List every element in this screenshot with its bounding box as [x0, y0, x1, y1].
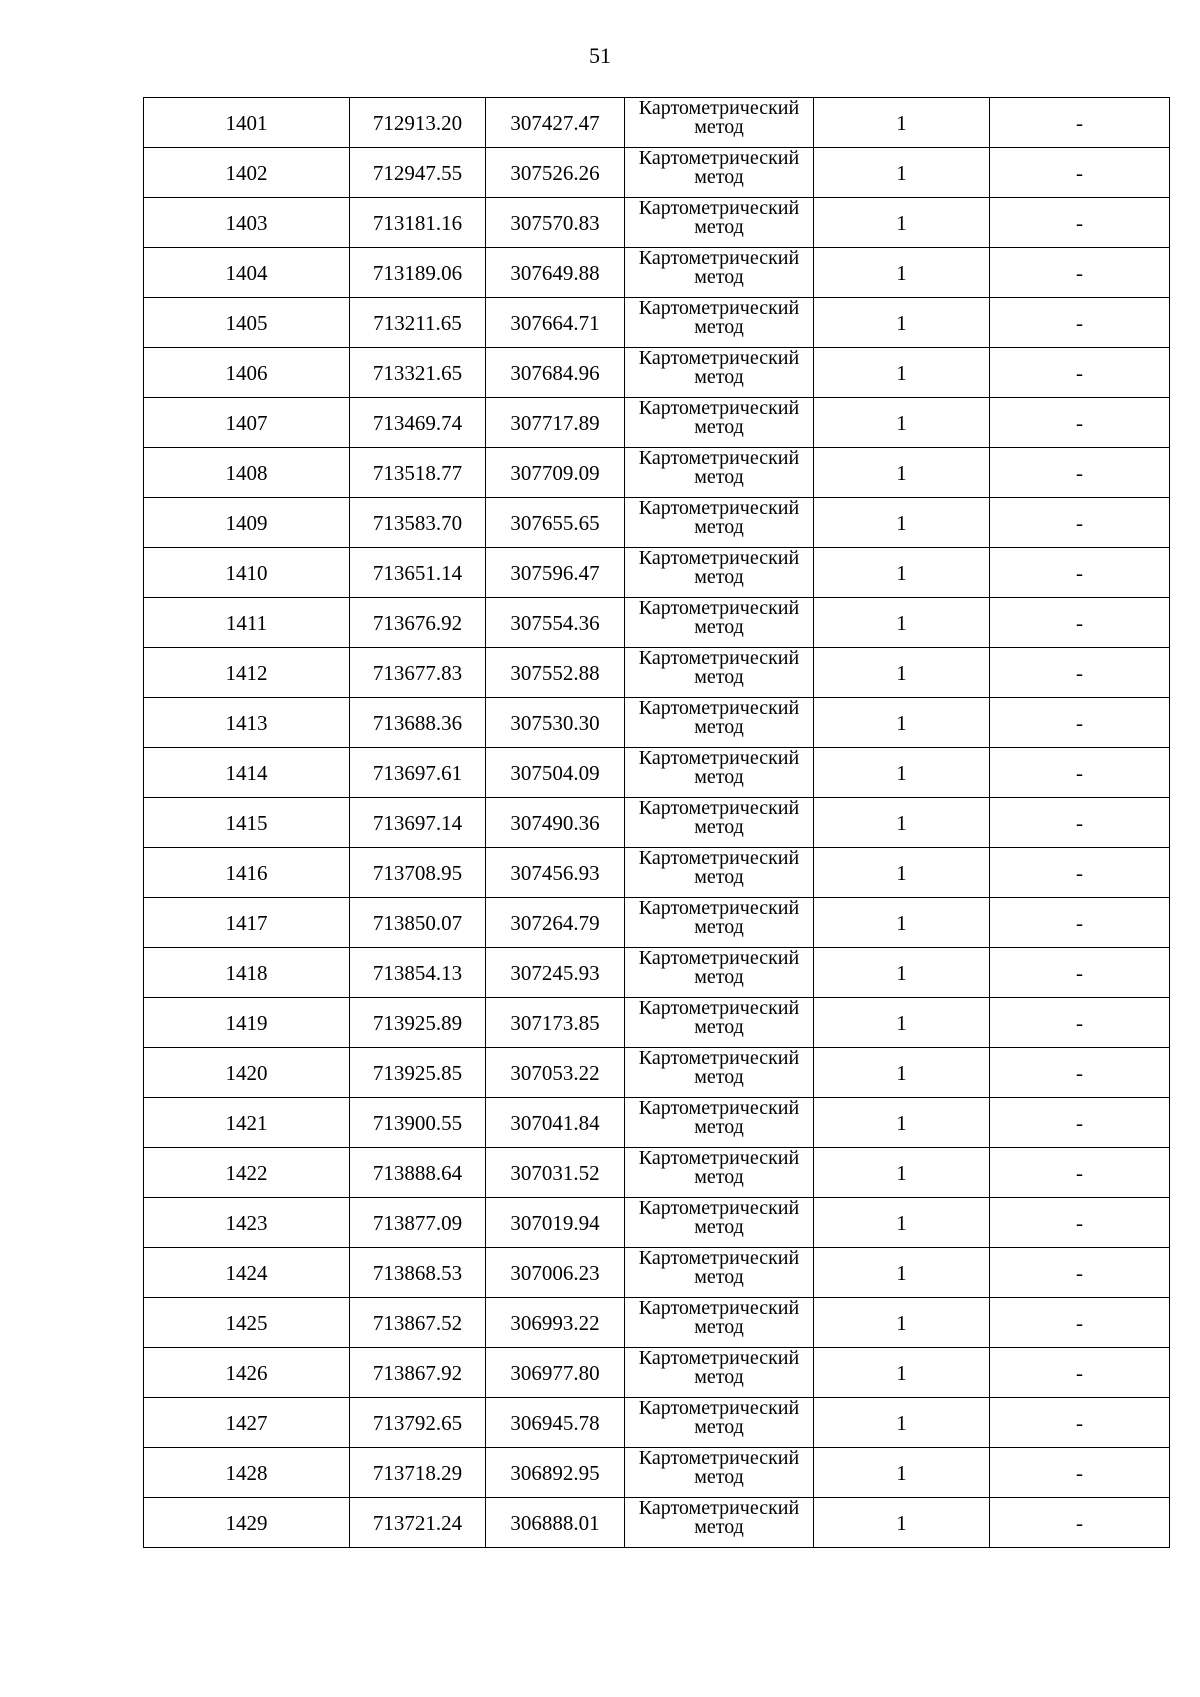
- table-row: [144, 648, 1170, 698]
- method-cell: [625, 1448, 814, 1498]
- point-number-cell: 1422: [144, 1148, 350, 1198]
- method-cell: [625, 298, 814, 348]
- point-number-cell: 1406: [144, 348, 350, 398]
- x-coordinate-cell: 713877.09: [350, 1198, 486, 1248]
- note-cell: -: [990, 1148, 1170, 1198]
- method-line: Картометрический: [638, 547, 800, 569]
- method-line: метод: [694, 966, 744, 988]
- point-number-cell: 1405: [144, 298, 350, 348]
- table-row: [144, 498, 1170, 548]
- table-row: [144, 148, 1170, 198]
- accuracy-cell: 1: [814, 98, 990, 148]
- accuracy-cell: 1: [814, 1098, 990, 1148]
- point-number-cell: 1417: [144, 898, 350, 948]
- method-line: Картометрический: [638, 247, 800, 269]
- method-line: Картометрический: [638, 97, 800, 119]
- method-cell: [625, 698, 814, 748]
- y-coordinate-cell: 307717.89: [486, 398, 625, 448]
- note-cell: -: [990, 1498, 1170, 1548]
- point-number-cell: 1416: [144, 848, 350, 898]
- note-cell: -: [990, 898, 1170, 948]
- point-number-cell: 1423: [144, 1198, 350, 1248]
- method-line: метод: [694, 1066, 744, 1088]
- method-cell: [625, 1298, 814, 1348]
- method-line: Картометрический: [638, 947, 800, 969]
- table-row: [144, 798, 1170, 848]
- accuracy-cell: 1: [814, 1498, 990, 1548]
- point-number-cell: 1402: [144, 148, 350, 198]
- accuracy-cell: 1: [814, 1348, 990, 1398]
- x-coordinate-cell: 713868.53: [350, 1248, 486, 1298]
- method-line: Картометрический: [638, 1497, 800, 1519]
- note-cell: -: [990, 1248, 1170, 1298]
- method-line: Картометрический: [638, 897, 800, 919]
- method-line: Картометрический: [638, 797, 800, 819]
- method-line: метод: [694, 1366, 744, 1388]
- method-line: Картометрический: [638, 447, 800, 469]
- point-number-cell: 1424: [144, 1248, 350, 1298]
- method-line: Картометрический: [638, 1047, 800, 1069]
- accuracy-cell: 1: [814, 648, 990, 698]
- method-line: метод: [694, 716, 744, 738]
- method-line: Картометрический: [638, 747, 800, 769]
- method-line: метод: [694, 1016, 744, 1038]
- method-cell: [625, 198, 814, 248]
- note-cell: -: [990, 1298, 1170, 1348]
- note-cell: -: [990, 1398, 1170, 1448]
- method-cell: [625, 1398, 814, 1448]
- method-line: метод: [694, 1466, 744, 1488]
- x-coordinate-cell: 713189.06: [350, 248, 486, 298]
- method-cell: [625, 998, 814, 1048]
- table-row: [144, 1348, 1170, 1398]
- table-row: [144, 848, 1170, 898]
- x-coordinate-cell: 713925.85: [350, 1048, 486, 1098]
- method-line: Картометрический: [638, 1397, 800, 1419]
- point-number-cell: 1420: [144, 1048, 350, 1098]
- method-line: Картометрический: [638, 1197, 800, 1219]
- method-cell: [625, 1148, 814, 1198]
- table-row: [144, 898, 1170, 948]
- method-cell: [625, 798, 814, 848]
- accuracy-cell: 1: [814, 698, 990, 748]
- y-coordinate-cell: 307504.09: [486, 748, 625, 798]
- table-row: [144, 1248, 1170, 1298]
- x-coordinate-cell: 713321.65: [350, 348, 486, 398]
- x-coordinate-cell: 713718.29: [350, 1448, 486, 1498]
- method-line: метод: [694, 366, 744, 388]
- method-line: метод: [694, 516, 744, 538]
- method-line: метод: [694, 466, 744, 488]
- method-line: метод: [694, 916, 744, 938]
- table-row: [144, 198, 1170, 248]
- x-coordinate-cell: 713697.14: [350, 798, 486, 848]
- method-line: метод: [694, 216, 744, 238]
- method-line: Картометрический: [638, 1147, 800, 1169]
- method-line: Картометрический: [638, 847, 800, 869]
- accuracy-cell: 1: [814, 1398, 990, 1448]
- table-row: [144, 948, 1170, 998]
- accuracy-cell: 1: [814, 598, 990, 648]
- table-row: [144, 698, 1170, 748]
- accuracy-cell: 1: [814, 298, 990, 348]
- table-row: [144, 298, 1170, 348]
- accuracy-cell: 1: [814, 998, 990, 1048]
- note-cell: -: [990, 748, 1170, 798]
- note-cell: -: [990, 648, 1170, 698]
- method-line: Картометрический: [638, 197, 800, 219]
- table-row: [144, 248, 1170, 298]
- accuracy-cell: 1: [814, 1198, 990, 1248]
- y-coordinate-cell: 306892.95: [486, 1448, 625, 1498]
- method-cell: [625, 898, 814, 948]
- table-row: [144, 1498, 1170, 1548]
- method-cell: [625, 1098, 814, 1148]
- y-coordinate-cell: 307264.79: [486, 898, 625, 948]
- point-number-cell: 1404: [144, 248, 350, 298]
- method-line: Картометрический: [638, 397, 800, 419]
- table-row: [144, 1148, 1170, 1198]
- method-line: метод: [694, 816, 744, 838]
- y-coordinate-cell: 307649.88: [486, 248, 625, 298]
- y-coordinate-cell: 307655.65: [486, 498, 625, 548]
- y-coordinate-cell: 306977.80: [486, 1348, 625, 1398]
- note-cell: -: [990, 448, 1170, 498]
- note-cell: -: [990, 348, 1170, 398]
- note-cell: -: [990, 798, 1170, 848]
- accuracy-cell: 1: [814, 1048, 990, 1098]
- table-row: [144, 348, 1170, 398]
- method-line: метод: [694, 1166, 744, 1188]
- accuracy-cell: 1: [814, 948, 990, 998]
- note-cell: -: [990, 198, 1170, 248]
- point-number-cell: 1411: [144, 598, 350, 648]
- point-number-cell: 1429: [144, 1498, 350, 1548]
- y-coordinate-cell: 306945.78: [486, 1398, 625, 1448]
- method-line: метод: [694, 416, 744, 438]
- page-number: 51: [589, 43, 611, 68]
- table-row: [144, 398, 1170, 448]
- method-cell: [625, 1198, 814, 1248]
- x-coordinate-cell: 713708.95: [350, 848, 486, 898]
- note-cell: -: [990, 248, 1170, 298]
- note-cell: -: [990, 98, 1170, 148]
- y-coordinate-cell: 307684.96: [486, 348, 625, 398]
- method-line: метод: [694, 1116, 744, 1138]
- note-cell: -: [990, 698, 1170, 748]
- y-coordinate-cell: 307530.30: [486, 698, 625, 748]
- y-coordinate-cell: 307456.93: [486, 848, 625, 898]
- y-coordinate-cell: 306888.01: [486, 1498, 625, 1548]
- method-line: Картометрический: [638, 647, 800, 669]
- accuracy-cell: 1: [814, 498, 990, 548]
- y-coordinate-cell: 307552.88: [486, 648, 625, 698]
- note-cell: -: [990, 148, 1170, 198]
- point-number-cell: 1408: [144, 448, 350, 498]
- accuracy-cell: 1: [814, 148, 990, 198]
- method-line: метод: [694, 166, 744, 188]
- method-cell: [625, 98, 814, 148]
- x-coordinate-cell: 713677.83: [350, 648, 486, 698]
- x-coordinate-cell: 713867.52: [350, 1298, 486, 1348]
- x-coordinate-cell: 713211.65: [350, 298, 486, 348]
- note-cell: -: [990, 548, 1170, 598]
- method-cell: [625, 1248, 814, 1298]
- accuracy-cell: 1: [814, 1248, 990, 1298]
- x-coordinate-cell: 713854.13: [350, 948, 486, 998]
- method-line: метод: [694, 1216, 744, 1238]
- y-coordinate-cell: 307427.47: [486, 98, 625, 148]
- method-line: метод: [694, 316, 744, 338]
- method-line: Картометрический: [638, 1447, 800, 1469]
- point-number-cell: 1407: [144, 398, 350, 448]
- x-coordinate-cell: 713469.74: [350, 398, 486, 448]
- method-line: метод: [694, 1316, 744, 1338]
- table-row: [144, 548, 1170, 598]
- method-line: Картометрический: [638, 997, 800, 1019]
- point-number-cell: 1413: [144, 698, 350, 748]
- table-row: [144, 748, 1170, 798]
- accuracy-cell: 1: [814, 898, 990, 948]
- x-coordinate-cell: 713888.64: [350, 1148, 486, 1198]
- point-number-cell: 1409: [144, 498, 350, 548]
- method-cell: [625, 548, 814, 598]
- note-cell: -: [990, 948, 1170, 998]
- method-line: Картометрический: [638, 597, 800, 619]
- accuracy-cell: 1: [814, 848, 990, 898]
- x-coordinate-cell: 713867.92: [350, 1348, 486, 1398]
- accuracy-cell: 1: [814, 1148, 990, 1198]
- accuracy-cell: 1: [814, 398, 990, 448]
- method-cell: [625, 248, 814, 298]
- method-cell: [625, 398, 814, 448]
- x-coordinate-cell: 713651.14: [350, 548, 486, 598]
- note-cell: -: [990, 1048, 1170, 1098]
- y-coordinate-cell: 307490.36: [486, 798, 625, 848]
- method-line: Картометрический: [638, 1247, 800, 1269]
- method-cell: [625, 848, 814, 898]
- method-cell: [625, 948, 814, 998]
- note-cell: -: [990, 1348, 1170, 1398]
- point-number-cell: 1415: [144, 798, 350, 848]
- note-cell: -: [990, 998, 1170, 1048]
- method-cell: [625, 1498, 814, 1548]
- accuracy-cell: 1: [814, 198, 990, 248]
- method-cell: [625, 748, 814, 798]
- accuracy-cell: 1: [814, 248, 990, 298]
- point-number-cell: 1410: [144, 548, 350, 598]
- method-line: Картометрический: [638, 1347, 800, 1369]
- point-number-cell: 1428: [144, 1448, 350, 1498]
- y-coordinate-cell: 307554.36: [486, 598, 625, 648]
- y-coordinate-cell: 307596.47: [486, 548, 625, 598]
- note-cell: -: [990, 1098, 1170, 1148]
- method-line: Картометрический: [638, 147, 800, 169]
- method-line: метод: [694, 566, 744, 588]
- method-cell: [625, 648, 814, 698]
- accuracy-cell: 1: [814, 1298, 990, 1348]
- table-row: [144, 98, 1170, 148]
- y-coordinate-cell: 307245.93: [486, 948, 625, 998]
- method-line: метод: [694, 1516, 744, 1538]
- method-cell: [625, 448, 814, 498]
- table-row: [144, 1298, 1170, 1348]
- point-number-cell: 1426: [144, 1348, 350, 1398]
- x-coordinate-cell: 713688.36: [350, 698, 486, 748]
- method-cell: [625, 498, 814, 548]
- accuracy-cell: 1: [814, 1448, 990, 1498]
- method-line: Картометрический: [638, 697, 800, 719]
- y-coordinate-cell: 307031.52: [486, 1148, 625, 1198]
- point-number-cell: 1419: [144, 998, 350, 1048]
- method-line: Картометрический: [638, 1297, 800, 1319]
- x-coordinate-cell: 713925.89: [350, 998, 486, 1048]
- method-line: метод: [694, 866, 744, 888]
- method-cell: [625, 598, 814, 648]
- method-line: метод: [694, 1416, 744, 1438]
- point-number-cell: 1421: [144, 1098, 350, 1148]
- x-coordinate-cell: 713181.16: [350, 198, 486, 248]
- note-cell: -: [990, 1448, 1170, 1498]
- accuracy-cell: 1: [814, 798, 990, 848]
- point-number-cell: 1427: [144, 1398, 350, 1448]
- method-cell: [625, 1048, 814, 1098]
- y-coordinate-cell: 307173.85: [486, 998, 625, 1048]
- note-cell: -: [990, 398, 1170, 448]
- method-line: метод: [694, 266, 744, 288]
- y-coordinate-cell: 307526.26: [486, 148, 625, 198]
- y-coordinate-cell: 307709.09: [486, 448, 625, 498]
- table-row: [144, 1198, 1170, 1248]
- accuracy-cell: 1: [814, 548, 990, 598]
- y-coordinate-cell: 307664.71: [486, 298, 625, 348]
- method-cell: [625, 148, 814, 198]
- table-row: [144, 448, 1170, 498]
- y-coordinate-cell: 306993.22: [486, 1298, 625, 1348]
- x-coordinate-cell: 713721.24: [350, 1498, 486, 1548]
- method-line: Картометрический: [638, 497, 800, 519]
- method-line: метод: [694, 1266, 744, 1288]
- method-line: метод: [694, 116, 744, 138]
- note-cell: -: [990, 498, 1170, 548]
- y-coordinate-cell: 307041.84: [486, 1098, 625, 1148]
- x-coordinate-cell: 712913.20: [350, 98, 486, 148]
- point-number-cell: 1401: [144, 98, 350, 148]
- note-cell: -: [990, 598, 1170, 648]
- table-row: [144, 1398, 1170, 1448]
- coordinates-table: [143, 97, 1170, 1548]
- accuracy-cell: 1: [814, 448, 990, 498]
- y-coordinate-cell: 307053.22: [486, 1048, 625, 1098]
- x-coordinate-cell: 713583.70: [350, 498, 486, 548]
- method-line: Картометрический: [638, 347, 800, 369]
- x-coordinate-cell: 713676.92: [350, 598, 486, 648]
- method-line: метод: [694, 766, 744, 788]
- table-row: [144, 1048, 1170, 1098]
- x-coordinate-cell: 713792.65: [350, 1398, 486, 1448]
- y-coordinate-cell: 307570.83: [486, 198, 625, 248]
- note-cell: -: [990, 298, 1170, 348]
- point-number-cell: 1403: [144, 198, 350, 248]
- method-line: метод: [694, 666, 744, 688]
- point-number-cell: 1425: [144, 1298, 350, 1348]
- table-row: [144, 1448, 1170, 1498]
- point-number-cell: 1414: [144, 748, 350, 798]
- x-coordinate-cell: 713518.77: [350, 448, 486, 498]
- x-coordinate-cell: 713900.55: [350, 1098, 486, 1148]
- table-row: [144, 598, 1170, 648]
- method-line: Картометрический: [638, 1097, 800, 1119]
- table-row: [144, 998, 1170, 1048]
- accuracy-cell: 1: [814, 748, 990, 798]
- table-row: [144, 1098, 1170, 1148]
- method-cell: [625, 1348, 814, 1398]
- method-line: Картометрический: [638, 297, 800, 319]
- y-coordinate-cell: 307019.94: [486, 1198, 625, 1248]
- note-cell: -: [990, 1198, 1170, 1248]
- point-number-cell: 1412: [144, 648, 350, 698]
- table-body: [144, 98, 1170, 1548]
- x-coordinate-cell: 713850.07: [350, 898, 486, 948]
- point-number-cell: 1418: [144, 948, 350, 998]
- accuracy-cell: 1: [814, 348, 990, 398]
- y-coordinate-cell: 307006.23: [486, 1248, 625, 1298]
- method-cell: [625, 348, 814, 398]
- note-cell: -: [990, 848, 1170, 898]
- x-coordinate-cell: 713697.61: [350, 748, 486, 798]
- x-coordinate-cell: 712947.55: [350, 148, 486, 198]
- method-line: метод: [694, 616, 744, 638]
